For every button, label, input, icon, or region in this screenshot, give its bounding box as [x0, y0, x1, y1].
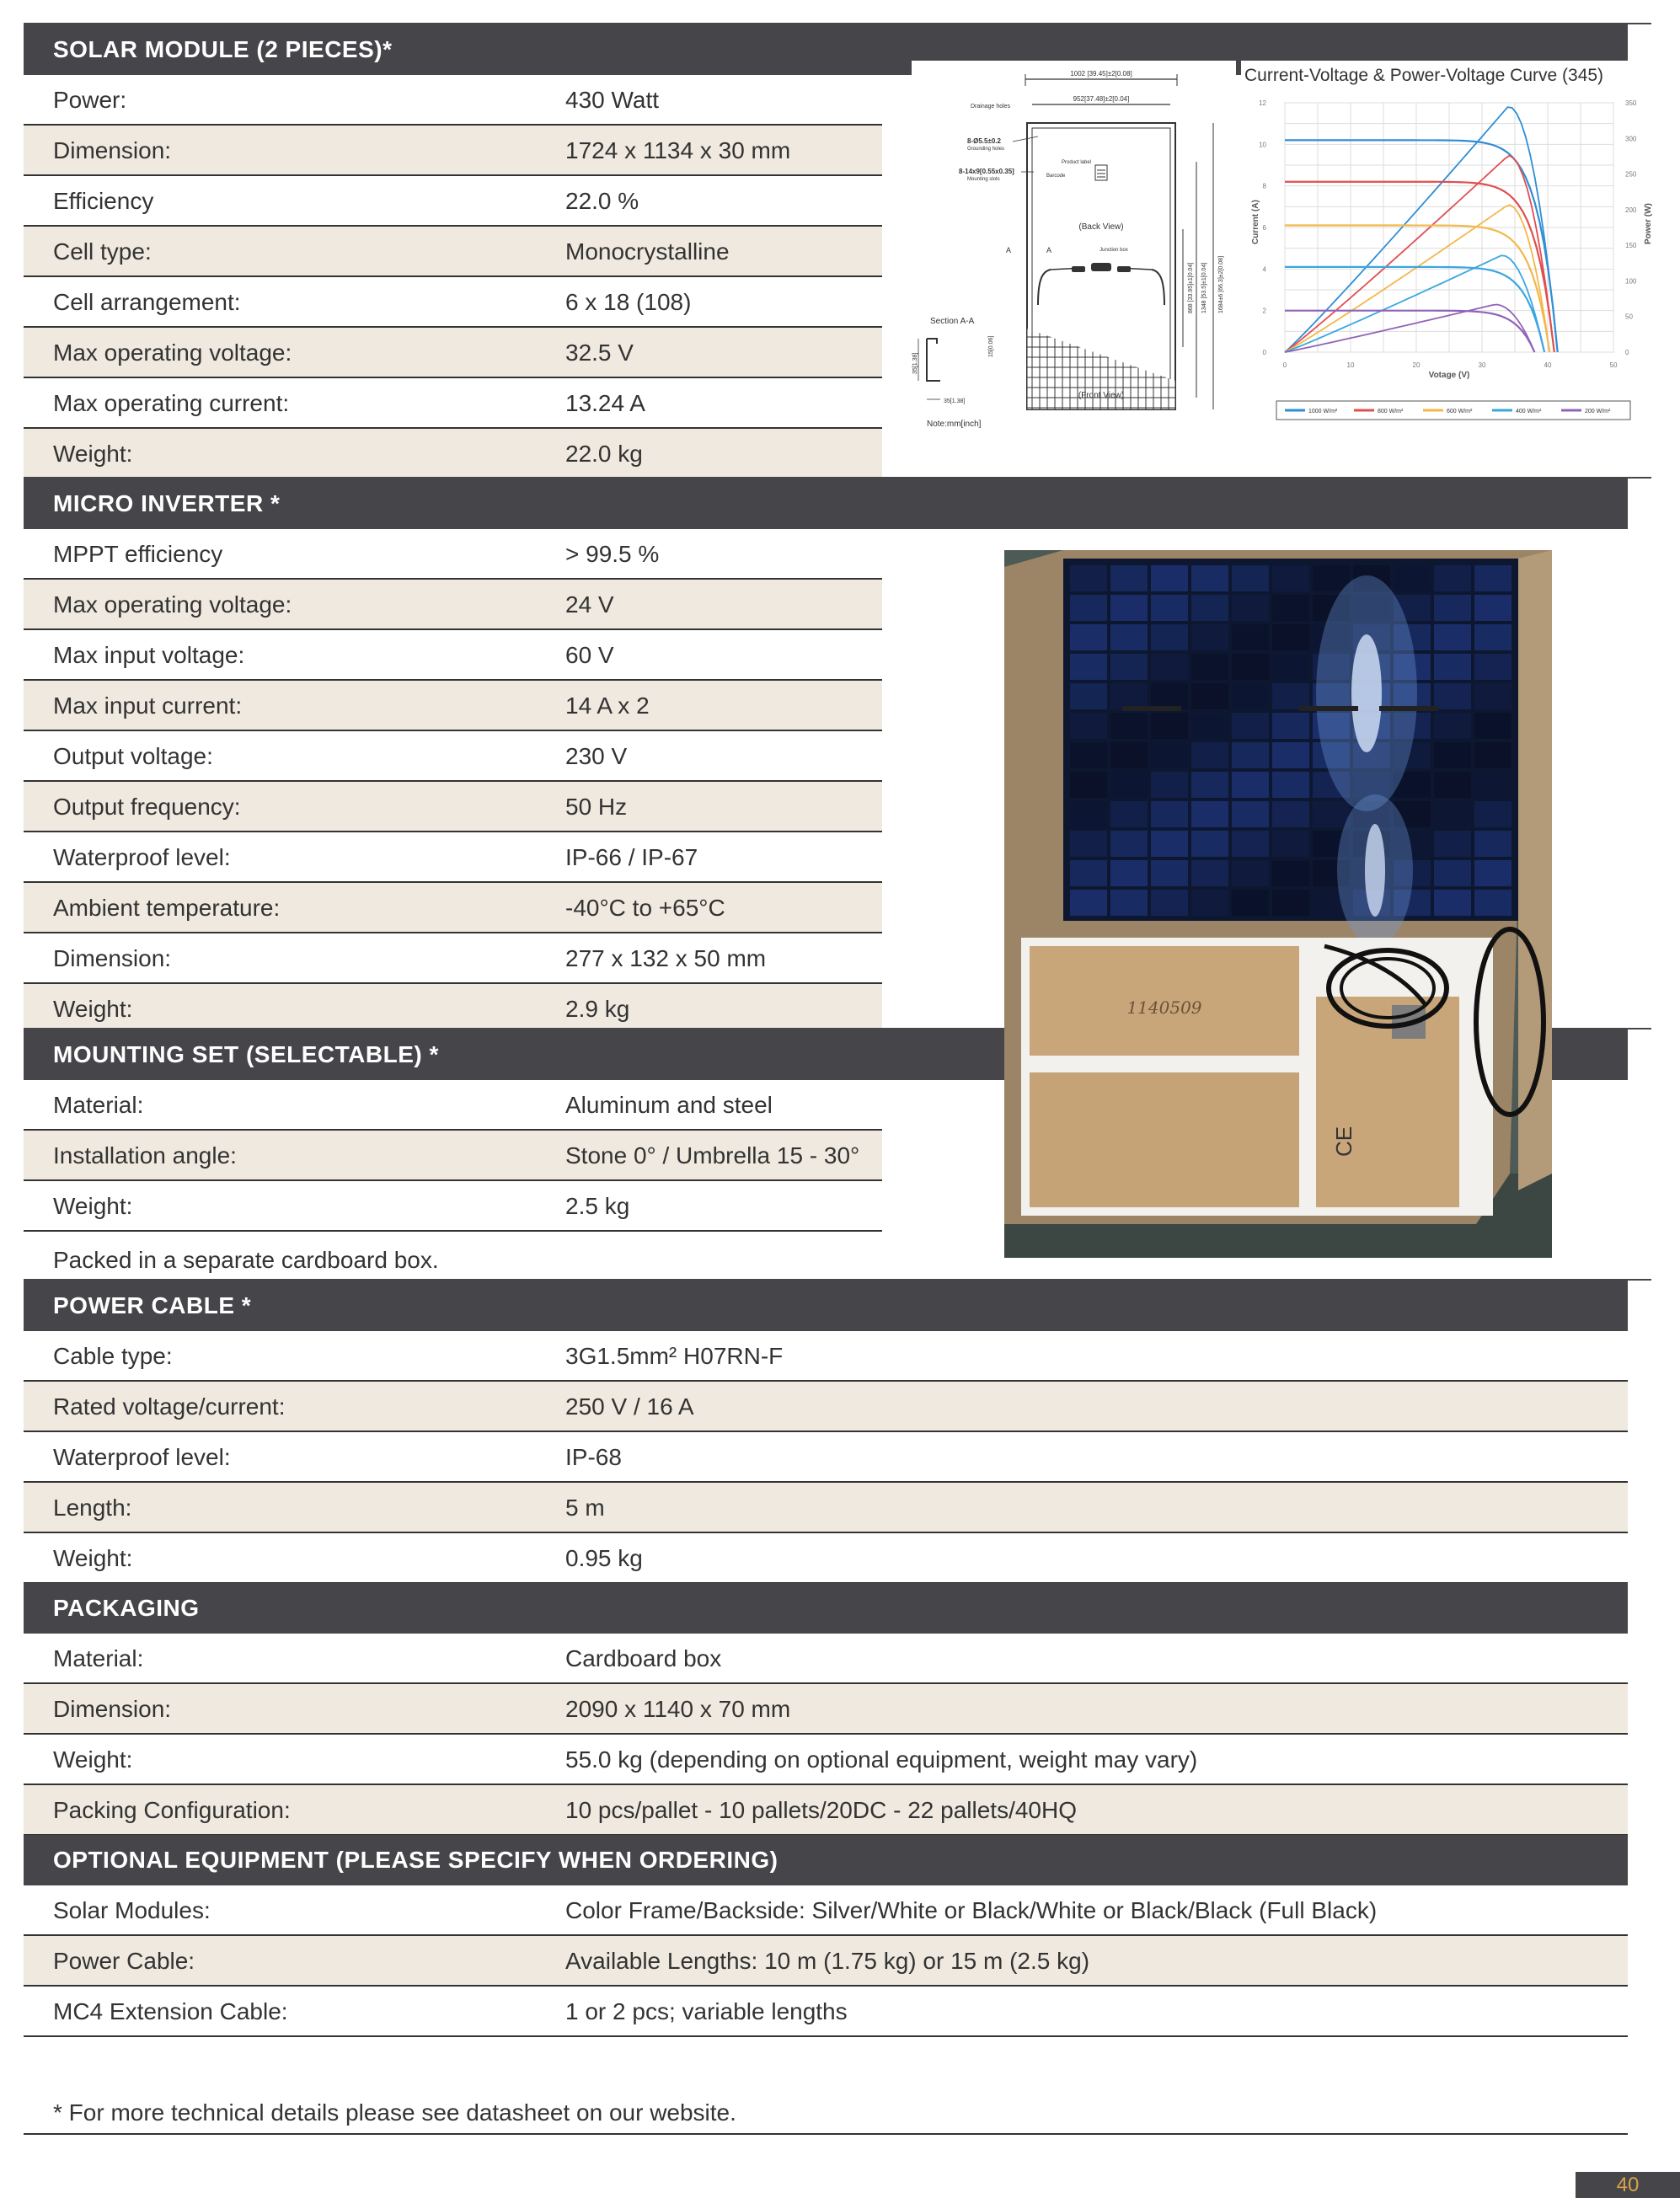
spec-row [24, 1131, 882, 1181]
x-tick-label: 0 [1282, 361, 1287, 369]
spec-value: 2090 x 1140 x 70 mm [565, 1696, 791, 1722]
spec-value: 55.0 kg (depending on optional equipment, weight may vary) [565, 1746, 1198, 1773]
spec-row [24, 1181, 882, 1232]
spec-row [24, 1080, 882, 1131]
spec-row [24, 933, 882, 984]
x-axis-label: Votage (V) [1428, 371, 1470, 380]
spec-row [24, 681, 882, 731]
y2-tick-label: 50 [1625, 313, 1633, 321]
y2-tick-label: 150 [1625, 242, 1637, 250]
spec-value: 14 A x 2 [565, 693, 650, 719]
spec-label: Weight: [53, 1193, 133, 1219]
spec-label: Max input current: [53, 693, 243, 719]
spec-label: Power: [53, 87, 127, 113]
spec-value: 13.24 A [565, 390, 645, 416]
spec-value: 6 x 18 (108) [565, 289, 692, 315]
spec-label: Weight: [53, 1746, 133, 1773]
y2-tick-label: 300 [1625, 135, 1637, 143]
spec-label: Max input voltage: [53, 642, 245, 668]
section-header-optional [24, 1835, 1628, 1885]
spec-label: Ambient temperature: [53, 895, 281, 921]
spec-label: Weight: [53, 1545, 133, 1571]
chart-title: Current-Voltage & Power-Voltage Curve (345) [1244, 66, 1604, 85]
spec-row [24, 1432, 1628, 1483]
spec-row [24, 1483, 1628, 1533]
legend-label: 800 W/m² [1378, 409, 1404, 414]
spec-label: Max operating voltage: [53, 340, 292, 366]
spec-value: > 99.5 % [565, 541, 660, 567]
spec-value: Stone 0° / Umbrella 15 - 30° [565, 1142, 860, 1169]
spec-value: IP-68 [565, 1444, 622, 1470]
spec-value: Monocrystalline [565, 238, 730, 265]
spec-value: IP-66 / IP-67 [565, 844, 698, 870]
y2-axis-label: Power (W) [1644, 203, 1653, 244]
label-sec-h: 35[1.38] [912, 352, 918, 374]
spec-label: Dimension: [53, 945, 172, 971]
y-tick-label: 6 [1262, 224, 1266, 232]
x-tick-label: 20 [1412, 361, 1421, 369]
spec-label: Max operating voltage: [53, 591, 292, 618]
x-tick-label: 40 [1544, 361, 1552, 369]
section-title: SOLAR MODULE (2 PIECES)* [53, 36, 393, 62]
footnote: * For more technical details please see datasheet on our website. [53, 2099, 736, 2126]
spec-value: 5 m [565, 1495, 605, 1521]
label-drainage: Drainage holes [971, 104, 1011, 110]
y-axis-label: Current (A) [1251, 200, 1260, 244]
spec-value: 2.9 kg [565, 996, 630, 1022]
spec-value: 2.5 kg [565, 1193, 630, 1219]
spec-label: Cell arrangement: [53, 289, 241, 315]
spec-row [24, 75, 882, 126]
x-tick-label: 10 [1346, 361, 1355, 369]
spec-value: -40°C to +65°C [565, 895, 725, 921]
spec-value: 10 pcs/pallet - 10 pallets/20DC - 22 pallets/40HQ [565, 1797, 1077, 1823]
y2-tick-label: 100 [1625, 277, 1637, 286]
label-mounting: 8-14x9[0.55x0.35] [959, 168, 1014, 175]
spec-label: Material: [53, 1645, 144, 1671]
label-sec-w: 35[1.38] [944, 398, 966, 404]
spec-label: Dimension: [53, 137, 172, 163]
y-tick-label: 0 [1262, 349, 1266, 356]
spec-label: Weight: [53, 441, 133, 467]
y2-tick-label: 200 [1625, 206, 1637, 214]
section-title: POWER CABLE * [53, 1292, 252, 1318]
spec-label: Output frequency: [53, 794, 241, 820]
spec-row [24, 1735, 1628, 1785]
spec-row [24, 227, 882, 277]
y2-tick-label: 350 [1625, 99, 1637, 107]
spec-row [24, 277, 882, 328]
spec-row [24, 529, 882, 580]
spec-value: 32.5 V [565, 340, 634, 366]
spec-label: Length: [53, 1495, 132, 1521]
dim-height-3: 1684±6 [66.3]±2[0.08] [1218, 255, 1224, 313]
spec-label: Efficiency [53, 188, 154, 214]
spec-label: Solar Modules: [53, 1897, 211, 1923]
spec-label: Max operating current: [53, 390, 290, 416]
label-mounting-sub: Mounting slots [967, 177, 1000, 182]
spec-row [24, 580, 882, 630]
label-section: Section A-A [930, 317, 975, 326]
label-grounding-sub: Grounding holes [967, 147, 1005, 152]
dim-width-outer: 1002 [39.45]±2[0.08] [1070, 70, 1132, 78]
y-tick-label: 8 [1262, 182, 1266, 190]
spec-row [24, 984, 882, 1035]
spec-row [24, 1382, 1628, 1432]
spec-value: 0.95 kg [565, 1545, 643, 1571]
label-front-view: (Front View) [1078, 391, 1125, 400]
spec-label: Waterproof level: [53, 1444, 231, 1470]
legend-label: 600 W/m² [1447, 409, 1473, 414]
legend-label: 200 W/m² [1585, 409, 1611, 414]
spec-row [24, 1684, 1628, 1735]
spec-label: Output voltage: [53, 743, 213, 769]
dim-width-inner: 952[37.48]±2[0.04] [1073, 95, 1130, 103]
spec-value: 230 V [565, 743, 628, 769]
label-grounding: 8-Ø5.5±0.2 [967, 137, 1001, 145]
footnote-rule [24, 2133, 1628, 2135]
spec-label: Dimension: [53, 1696, 172, 1722]
spec-label: Waterproof level: [53, 844, 231, 870]
spec-label: Rated voltage/current: [53, 1393, 286, 1420]
spec-label: Power Cable: [53, 1948, 195, 1974]
spec-row [24, 176, 882, 227]
spec-value: 3G1.5mm² H07RN-F [565, 1343, 784, 1369]
spec-row [24, 731, 882, 782]
spec-value: 24 V [565, 591, 614, 618]
dim-height-2: 1348 [53.5]±1[0.04] [1201, 262, 1207, 313]
spec-value: Cardboard box [565, 1645, 722, 1671]
label-sec-h2: 15[0.06] [988, 335, 994, 357]
spec-row [24, 630, 882, 681]
spec-value: Available Lengths: 10 m (1.75 kg) or 15 m (2.5 kg) [565, 1948, 1090, 1974]
page-number: 40 [1576, 2172, 1680, 2198]
spec-label: Installation angle: [53, 1142, 237, 1169]
module-drawing [912, 61, 1236, 431]
ce-mark: CE [1331, 1126, 1356, 1157]
handwritten-marking: 1140509 [1126, 997, 1202, 1018]
section-title: PACKAGING [53, 1595, 200, 1621]
section-title: MICRO INVERTER * [53, 490, 281, 516]
y-tick-label: 2 [1262, 307, 1266, 315]
spec-value: 1 or 2 pcs; variable lengths [565, 1998, 848, 2024]
label-junction: Junction box [1099, 248, 1128, 253]
spec-row [24, 832, 882, 883]
label-a-left: A [1006, 246, 1012, 254]
spec-row [24, 1634, 1628, 1684]
spec-value: 430 Watt [565, 87, 660, 113]
x-tick-label: 50 [1609, 361, 1618, 369]
iv-curve-chart [1241, 61, 1654, 431]
y-tick-label: 4 [1262, 265, 1266, 274]
spec-row [24, 1331, 1628, 1382]
section-title: OPTIONAL EQUIPMENT (PLEASE SPECIFY WHEN ORDERING) [53, 1847, 778, 1873]
label-barcode: Barcode [1046, 174, 1066, 179]
spec-value: 277 x 132 x 50 mm [565, 945, 767, 971]
spec-row [24, 1785, 1628, 1836]
product-photo [1004, 550, 1552, 1258]
spec-value: 60 V [565, 642, 614, 668]
spec-row [24, 1533, 1628, 1584]
label-note: Note:mm[inch] [927, 420, 982, 429]
label-a-right: A [1046, 246, 1052, 254]
section-header-inverter [24, 479, 1628, 529]
spec-row [24, 1936, 1628, 1987]
spec-value: 250 V / 16 A [565, 1393, 694, 1420]
spec-value: 22.0 % [565, 188, 639, 214]
legend-label: 400 W/m² [1516, 409, 1542, 414]
spec-label: MPPT efficiency [53, 541, 223, 567]
y-tick-label: 10 [1259, 141, 1266, 149]
spec-row [24, 782, 882, 832]
spec-value: 50 Hz [565, 794, 628, 820]
spec-row [24, 1987, 1628, 2037]
spec-row [24, 429, 882, 479]
spec-row [24, 378, 882, 429]
dim-height-1: 868 [33.95]±1[0.04] [1188, 262, 1194, 313]
spec-label: Packing Configuration: [53, 1797, 291, 1823]
spec-label: Material: [53, 1092, 144, 1118]
spec-row [24, 1885, 1628, 1936]
spec-value: Aluminum and steel [565, 1092, 773, 1118]
section-title: MOUNTING SET (SELECTABLE) * [53, 1041, 439, 1067]
spec-row [24, 328, 882, 378]
spec-value: Color Frame/Backside: Silver/White or Black/White or Black/Black (Full Black) [565, 1897, 1378, 1923]
spec-label: Weight: [53, 996, 133, 1022]
label-back-view: (Back View) [1078, 222, 1124, 232]
spec-label: Cell type: [53, 238, 152, 265]
spec-label: MC4 Extension Cable: [53, 1998, 288, 2024]
spec-value: 22.0 kg [565, 441, 643, 467]
mounting-note: Packed in a separate cardboard box. [53, 1247, 439, 1273]
spec-value: 1724 x 1134 x 30 mm [565, 137, 791, 163]
x-tick-label: 30 [1478, 361, 1486, 369]
section-header-cable [24, 1281, 1628, 1331]
label-product: Product label [1062, 160, 1092, 165]
spec-row [24, 126, 882, 176]
y-tick-label: 12 [1259, 99, 1266, 107]
spec-label: Cable type: [53, 1343, 173, 1369]
spec-row [24, 883, 882, 933]
section-header-packaging [24, 1583, 1628, 1634]
y2-tick-label: 0 [1625, 349, 1629, 356]
legend-label: 1000 W/m² [1308, 409, 1338, 414]
y2-tick-label: 250 [1625, 170, 1637, 179]
